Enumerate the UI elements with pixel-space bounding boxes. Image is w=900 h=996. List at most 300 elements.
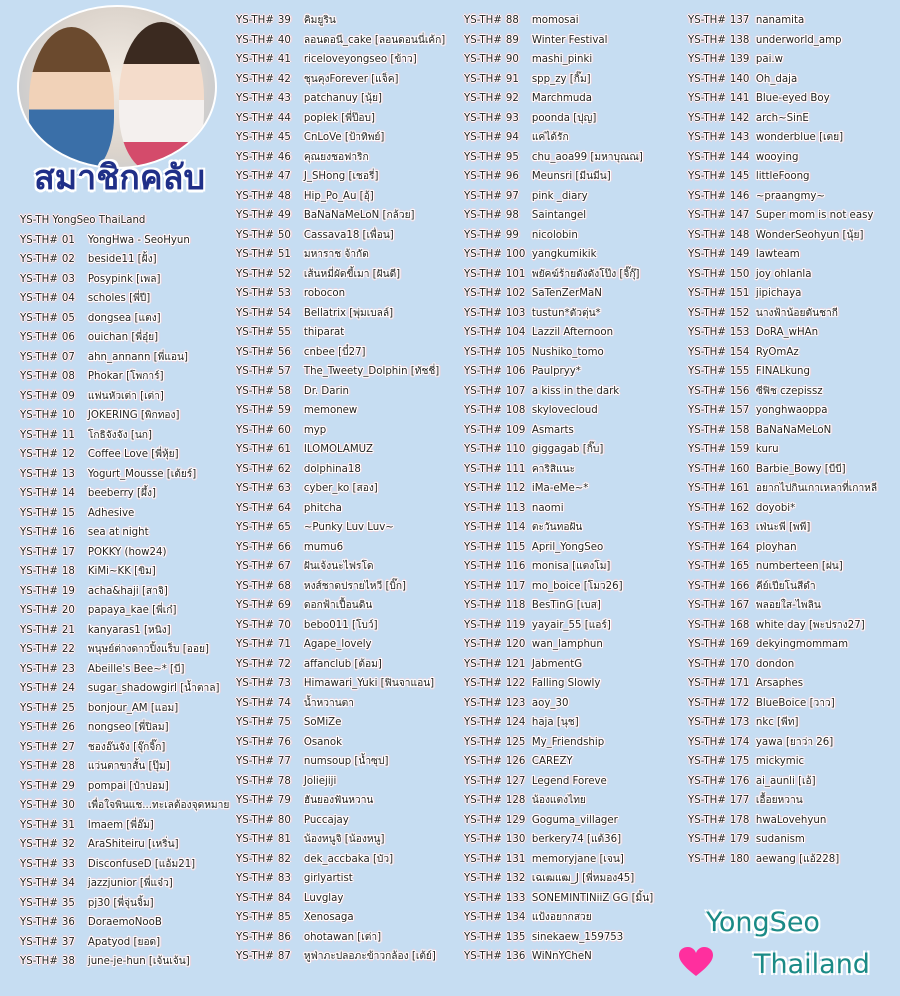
member-number: 40	[277, 34, 291, 46]
member-row	[464, 869, 653, 889]
member-row	[236, 499, 445, 519]
member-prefix: YS-TH#	[688, 658, 726, 670]
member-row	[464, 109, 653, 129]
member-number: 107	[505, 385, 526, 397]
member-name: sudanism	[755, 834, 805, 845]
member-number: 71	[277, 639, 291, 650]
member-number: 113	[505, 502, 526, 514]
member-name: bebo011 [โบว์]	[303, 619, 378, 631]
member-name: คุณยงชอฟาริก	[303, 151, 369, 163]
member-row	[20, 621, 229, 641]
member-prefix: YS-TH#	[464, 678, 502, 689]
member-prefix: YS-TH#	[464, 210, 502, 221]
member-number: 76	[277, 736, 291, 748]
member-name: affanclub [ต้อม]	[303, 658, 382, 670]
member-name: RyOmAz	[755, 346, 799, 358]
member-name: aoy_30	[531, 697, 569, 709]
member-prefix: YS-TH#	[688, 444, 726, 455]
member-prefix: YS-TH#	[688, 15, 726, 26]
member-prefix: YS-TH#	[464, 73, 502, 85]
member-row	[464, 635, 653, 655]
member-number: 34	[61, 878, 75, 889]
member-number: 148	[729, 229, 750, 241]
member-row	[236, 713, 445, 733]
member-number: 103	[505, 307, 526, 319]
member-prefix: YS-TH#	[464, 580, 502, 592]
member-row	[236, 265, 445, 285]
member-name: dolphina18	[303, 463, 361, 475]
member-number: 20	[61, 605, 75, 616]
member-row	[464, 382, 653, 402]
member-row	[20, 699, 229, 719]
member-prefix: YS-TH#	[688, 385, 726, 397]
member-prefix: YS-TH#	[464, 307, 502, 319]
member-number: 19	[61, 585, 75, 597]
member-name: arch~SinE	[755, 112, 809, 124]
member-row	[688, 187, 877, 207]
member-row	[688, 752, 877, 772]
member-number: 87	[277, 951, 291, 962]
member-row	[464, 499, 653, 519]
member-row	[688, 89, 877, 109]
member-row	[20, 913, 229, 933]
member-row	[688, 50, 877, 70]
member-name: น้องแตงไทย	[531, 795, 586, 806]
member-row	[236, 694, 445, 714]
member-number: 88	[505, 15, 519, 26]
member-name: ployhan	[755, 541, 797, 553]
member-number: 110	[505, 444, 526, 455]
member-prefix: YS-TH#	[20, 507, 58, 519]
member-prefix: YS-TH#	[20, 293, 58, 304]
member-prefix: YS-TH#	[236, 171, 274, 182]
member-prefix: YS-TH#	[20, 878, 58, 889]
member-number: 138	[729, 34, 750, 46]
member-row	[688, 440, 877, 460]
member-name: haja [นุช]	[531, 717, 579, 728]
member-prefix: YS-TH#	[20, 234, 58, 246]
member-name: ouichan [พี่อุ๋ย]	[87, 332, 159, 343]
member-row	[464, 850, 653, 870]
member-prefix: YS-TH#	[688, 54, 726, 65]
member-prefix: YS-TH#	[688, 619, 726, 631]
member-name: dek_accbaka [บัว]	[303, 853, 394, 865]
member-number: 78	[277, 775, 291, 787]
member-number: 132	[505, 873, 526, 884]
member-row	[688, 109, 877, 129]
member-name: ซีฟิช czepissz	[755, 385, 823, 397]
member-prefix: YS-TH#	[464, 346, 502, 358]
member-row	[464, 811, 653, 831]
member-row	[20, 679, 229, 699]
member-prefix: YS-TH#	[464, 54, 502, 65]
member-name: แค่ได้รัก	[531, 132, 569, 143]
member-name: ดอกฟ้าเปื้อนดิน	[303, 600, 373, 611]
member-row	[688, 694, 877, 714]
member-name: doyobi*	[755, 502, 796, 514]
member-number: 33	[61, 858, 75, 870]
member-prefix: YS-TH#	[464, 522, 502, 533]
member-name: Osanok	[303, 736, 343, 748]
member-row	[236, 128, 445, 148]
member-number: 153	[729, 327, 750, 338]
member-name: lawteam	[755, 249, 800, 260]
member-prefix: YS-TH#	[236, 483, 274, 494]
member-name: เฟ่นะพี [พพี]	[755, 522, 811, 533]
member-prefix: YS-TH#	[236, 34, 274, 46]
member-row	[688, 538, 877, 558]
member-name: แว่นตาขาสั้น [ปุ๊ม]	[87, 761, 170, 772]
member-name: Luvglay	[303, 892, 344, 904]
member-name: Coffee Love [พี่หุ้ย]	[87, 449, 179, 460]
member-number: 136	[505, 951, 526, 962]
member-prefix: YS-TH#	[20, 527, 58, 538]
member-name: pai.w	[755, 54, 783, 65]
member-name: pompai [ป๋าปอม]	[87, 780, 169, 792]
member-prefix: YS-TH#	[20, 839, 58, 850]
member-prefix: YS-TH#	[236, 678, 274, 689]
member-prefix: YS-TH#	[688, 580, 726, 592]
member-number: 149	[729, 249, 750, 260]
member-name: Saintangel	[531, 210, 587, 221]
member-prefix: YS-TH#	[464, 561, 502, 572]
member-prefix: YS-TH#	[464, 853, 502, 865]
member-number: 82	[277, 853, 291, 865]
member-name: dongsea [แตง]	[87, 312, 161, 324]
member-prefix: YS-TH#	[688, 366, 726, 377]
member-name: robocon	[303, 288, 346, 299]
member-name: ลอนดอนี_cake [ลอนดอนนี่เค้ก]	[303, 34, 446, 46]
member-prefix: YS-TH#	[20, 819, 58, 831]
member-prefix: YS-TH#	[236, 93, 274, 104]
member-prefix: YS-TH#	[464, 658, 502, 670]
member-name: ตะวันทอฝัน	[531, 522, 583, 533]
member-number: 127	[505, 775, 526, 787]
member-row	[688, 772, 877, 792]
member-name: Falling Slowly	[531, 678, 601, 689]
member-row	[464, 284, 653, 304]
member-number: 174	[729, 736, 750, 748]
member-number: 65	[277, 522, 291, 533]
member-number: 167	[729, 600, 750, 611]
member-prefix: YS-TH#	[464, 951, 502, 962]
member-prefix: YS-TH#	[688, 424, 726, 436]
member-row	[236, 109, 445, 129]
member-number: 51	[277, 249, 291, 260]
member-number: 168	[729, 619, 750, 631]
member-number: 157	[729, 405, 750, 416]
member-name: Xenosaga	[303, 912, 354, 923]
member-number: 74	[277, 697, 291, 709]
member-prefix: YS-TH#	[20, 410, 58, 421]
member-row	[688, 245, 877, 265]
member-row	[688, 31, 877, 51]
member-prefix: YS-TH#	[688, 249, 726, 260]
member-number: 66	[277, 541, 291, 553]
member-name: SaTenZerMaN	[531, 288, 602, 299]
member-number: 09	[61, 390, 75, 402]
member-row	[20, 387, 229, 407]
member-row	[464, 401, 653, 421]
member-number: 165	[729, 561, 750, 572]
member-name: BesTinG [เบส]	[531, 600, 601, 611]
member-name: เฉเฒแฒ_J [พี่หมอง45]	[531, 873, 635, 884]
member-name: scholes [พี่ปี]	[87, 293, 151, 304]
member-number: 06	[61, 332, 75, 343]
member-number: 137	[729, 15, 750, 26]
member-row	[688, 11, 877, 31]
member-name: WiNnYCheN	[531, 951, 592, 962]
member-prefix: YS-TH#	[236, 73, 274, 85]
member-name: ~praangmy~	[755, 190, 825, 202]
member-number: 177	[729, 795, 750, 806]
member-row	[20, 231, 229, 251]
member-row	[464, 245, 653, 265]
brand-line-1: YongSeo	[706, 907, 820, 938]
member-name: poplek [พี่ป๊อบ]	[303, 112, 375, 124]
member-photo-left	[29, 27, 114, 169]
member-number: 105	[505, 346, 526, 358]
member-prefix: YS-TH#	[464, 288, 502, 299]
member-name: pink _diary	[531, 190, 588, 202]
member-row	[20, 582, 229, 602]
member-number: 90	[505, 54, 519, 65]
member-name: ai_aunli [เอ้]	[755, 775, 816, 787]
member-prefix: YS-TH#	[20, 936, 58, 948]
member-number: 28	[61, 761, 75, 772]
member-prefix: YS-TH#	[464, 190, 502, 202]
member-prefix: YS-TH#	[688, 561, 726, 572]
member-number: 77	[277, 756, 291, 767]
member-row	[688, 226, 877, 246]
member-name: Nushiko_tomo	[531, 346, 604, 358]
member-name: wonderblue [เตย]	[755, 132, 844, 143]
member-row	[236, 187, 445, 207]
member-number: 83	[277, 873, 291, 884]
member-row	[236, 908, 445, 928]
member-number: 106	[505, 366, 526, 377]
member-row	[236, 538, 445, 558]
member-number: 44	[277, 112, 291, 124]
member-name: spp_zy [กิ๊ม]	[531, 73, 591, 85]
member-number: 134	[505, 912, 526, 923]
member-row	[236, 362, 445, 382]
member-name: cnbee [บี๋27]	[303, 346, 366, 358]
member-name: lmaem [พี่อ๊ม]	[87, 819, 154, 831]
member-name: POKKY (how24)	[87, 546, 167, 558]
member-row	[688, 518, 877, 538]
member-name: Super mom is not easy	[755, 210, 874, 221]
member-name: Abeille's Bee~* [บี]	[87, 663, 185, 675]
member-number: 54	[277, 307, 291, 319]
member-name: nongseo [พี่ปิลม]	[87, 722, 169, 733]
member-prefix: YS-TH#	[464, 639, 502, 650]
member-number: 101	[505, 268, 526, 280]
member-row	[236, 596, 445, 616]
member-number: 166	[729, 580, 750, 592]
member-number: 130	[505, 834, 526, 845]
member-name: Winter Festival	[531, 34, 608, 46]
member-name: monisa [แตงโม]	[531, 561, 611, 572]
member-name: JOKERING [พิกทอง]	[87, 410, 180, 421]
member-name: เอื้อยหวาน	[755, 795, 803, 806]
member-prefix: YS-TH#	[464, 892, 502, 904]
member-number: 47	[277, 171, 291, 182]
member-number: 104	[505, 327, 526, 338]
member-row	[236, 772, 445, 792]
member-prefix: YS-TH#	[236, 54, 274, 65]
member-prefix: YS-TH#	[464, 366, 502, 377]
member-number: 58	[277, 385, 291, 397]
member-prefix: YS-TH#	[688, 307, 726, 319]
member-row	[20, 367, 229, 387]
member-row	[464, 577, 653, 597]
member-row	[20, 933, 229, 953]
member-row	[20, 523, 229, 543]
member-prefix: YS-TH#	[20, 254, 58, 265]
member-prefix: YS-TH#	[688, 34, 726, 46]
member-number: 154	[729, 346, 750, 358]
member-prefix: YS-TH#	[236, 502, 274, 514]
member-row	[236, 401, 445, 421]
member-name: Dr. Darin	[303, 385, 349, 397]
member-row	[464, 323, 653, 343]
member-row	[236, 830, 445, 850]
member-row	[20, 250, 229, 270]
member-number: 147	[729, 210, 750, 221]
member-prefix: YS-TH#	[688, 405, 726, 416]
member-number: 48	[277, 190, 291, 202]
member-row	[236, 421, 445, 441]
member-number: 152	[729, 307, 750, 319]
member-name: Arsaphes	[755, 678, 804, 689]
member-number: 178	[729, 814, 750, 826]
member-prefix: YS-TH#	[688, 463, 726, 475]
member-prefix: YS-TH#	[464, 775, 502, 787]
member-number: 111	[505, 463, 526, 475]
member-number: 24	[61, 683, 75, 694]
member-row	[236, 245, 445, 265]
member-prefix: YS-TH#	[236, 366, 274, 377]
member-number: 150	[729, 268, 750, 280]
member-prefix: YS-TH#	[20, 624, 58, 636]
member-name: memoryjane [เจน]	[531, 853, 624, 865]
member-name: SONEMINTINiiZ GG [มิ้น]	[531, 892, 654, 904]
member-name: FINALkung	[755, 366, 810, 377]
member-number: 151	[729, 288, 750, 299]
member-prefix: YS-TH#	[236, 873, 274, 884]
member-prefix: YS-TH#	[688, 268, 726, 280]
member-number: 57	[277, 366, 291, 377]
member-name: girlyartist	[303, 873, 353, 884]
member-name: joy ohlanla	[755, 268, 812, 280]
member-row	[688, 616, 877, 636]
member-number: 79	[277, 795, 291, 806]
member-number: 146	[729, 190, 750, 202]
member-row	[236, 655, 445, 675]
member-prefix: YS-TH#	[236, 151, 274, 163]
member-row	[236, 382, 445, 402]
member-row	[464, 772, 653, 792]
member-number: 124	[505, 717, 526, 728]
member-prefix: YS-TH#	[20, 858, 58, 870]
member-name: mickymic	[755, 756, 805, 767]
member-number: 26	[61, 722, 75, 733]
member-number: 62	[277, 463, 291, 475]
member-name: myp	[303, 424, 327, 436]
member-row	[464, 947, 653, 967]
member-row	[236, 733, 445, 753]
member-prefix: YS-TH#	[236, 522, 274, 533]
member-name: พลอยใส-ไพลิน	[755, 600, 821, 611]
member-row	[236, 791, 445, 811]
member-number: 49	[277, 210, 291, 221]
member-number: 04	[61, 293, 75, 304]
member-row	[20, 894, 229, 914]
member-number: 173	[729, 717, 750, 728]
member-row	[236, 50, 445, 70]
member-row	[464, 518, 653, 538]
member-row	[20, 816, 229, 836]
member-number: 170	[729, 658, 750, 670]
member-row	[688, 148, 877, 168]
member-prefix: YS-TH#	[20, 722, 58, 733]
member-name: giggagab [กิ๊บ]	[531, 444, 604, 455]
member-prefix: YS-TH#	[20, 897, 58, 909]
member-name: sea at night	[87, 527, 149, 538]
member-name: white day [พะปราง27]	[755, 619, 865, 631]
member-prefix: YS-TH#	[20, 702, 58, 714]
member-number: 141	[729, 93, 750, 104]
member-number: 85	[277, 912, 291, 923]
member-row	[236, 226, 445, 246]
member-row	[464, 557, 653, 577]
member-name: pj30 [พี่จุ่นจิ้ม]	[87, 897, 154, 909]
member-name: chu_aoa99 [มหาบุณณ]	[531, 151, 643, 163]
member-prefix: YS-TH#	[236, 561, 274, 572]
member-prefix: YS-TH#	[688, 229, 726, 241]
member-number: 45	[277, 132, 291, 143]
member-prefix: YS-TH#	[464, 814, 502, 826]
member-row	[236, 811, 445, 831]
member-name: kuru	[755, 444, 779, 455]
member-row	[464, 265, 653, 285]
member-prefix: YS-TH#	[688, 132, 726, 143]
member-row	[688, 830, 877, 850]
member-row	[464, 362, 653, 382]
member-name: คิมยูริน	[303, 15, 336, 26]
member-row	[236, 304, 445, 324]
member-name: DoRA_wHAn	[755, 327, 819, 338]
member-name: BaNaNaMeLoN	[755, 424, 832, 436]
member-row	[688, 713, 877, 733]
member-row	[236, 479, 445, 499]
member-name: คีย์เปียโนสีดำ	[755, 580, 816, 592]
member-number: 35	[61, 897, 75, 909]
member-number: 55	[277, 327, 291, 338]
member-name: littleFoong	[755, 171, 810, 182]
member-name: june-je-hun [เจ้นเจ้น]	[87, 956, 190, 967]
member-number: 14	[61, 488, 75, 499]
member-name: Posypink [เพล]	[87, 273, 161, 285]
member-prefix: YS-TH#	[688, 639, 726, 650]
member-number: 142	[729, 112, 750, 124]
member-number: 43	[277, 93, 291, 104]
member-row	[236, 752, 445, 772]
member-prefix: YS-TH#	[464, 502, 502, 514]
member-row	[688, 499, 877, 519]
member-prefix: YS-TH#	[464, 931, 502, 943]
